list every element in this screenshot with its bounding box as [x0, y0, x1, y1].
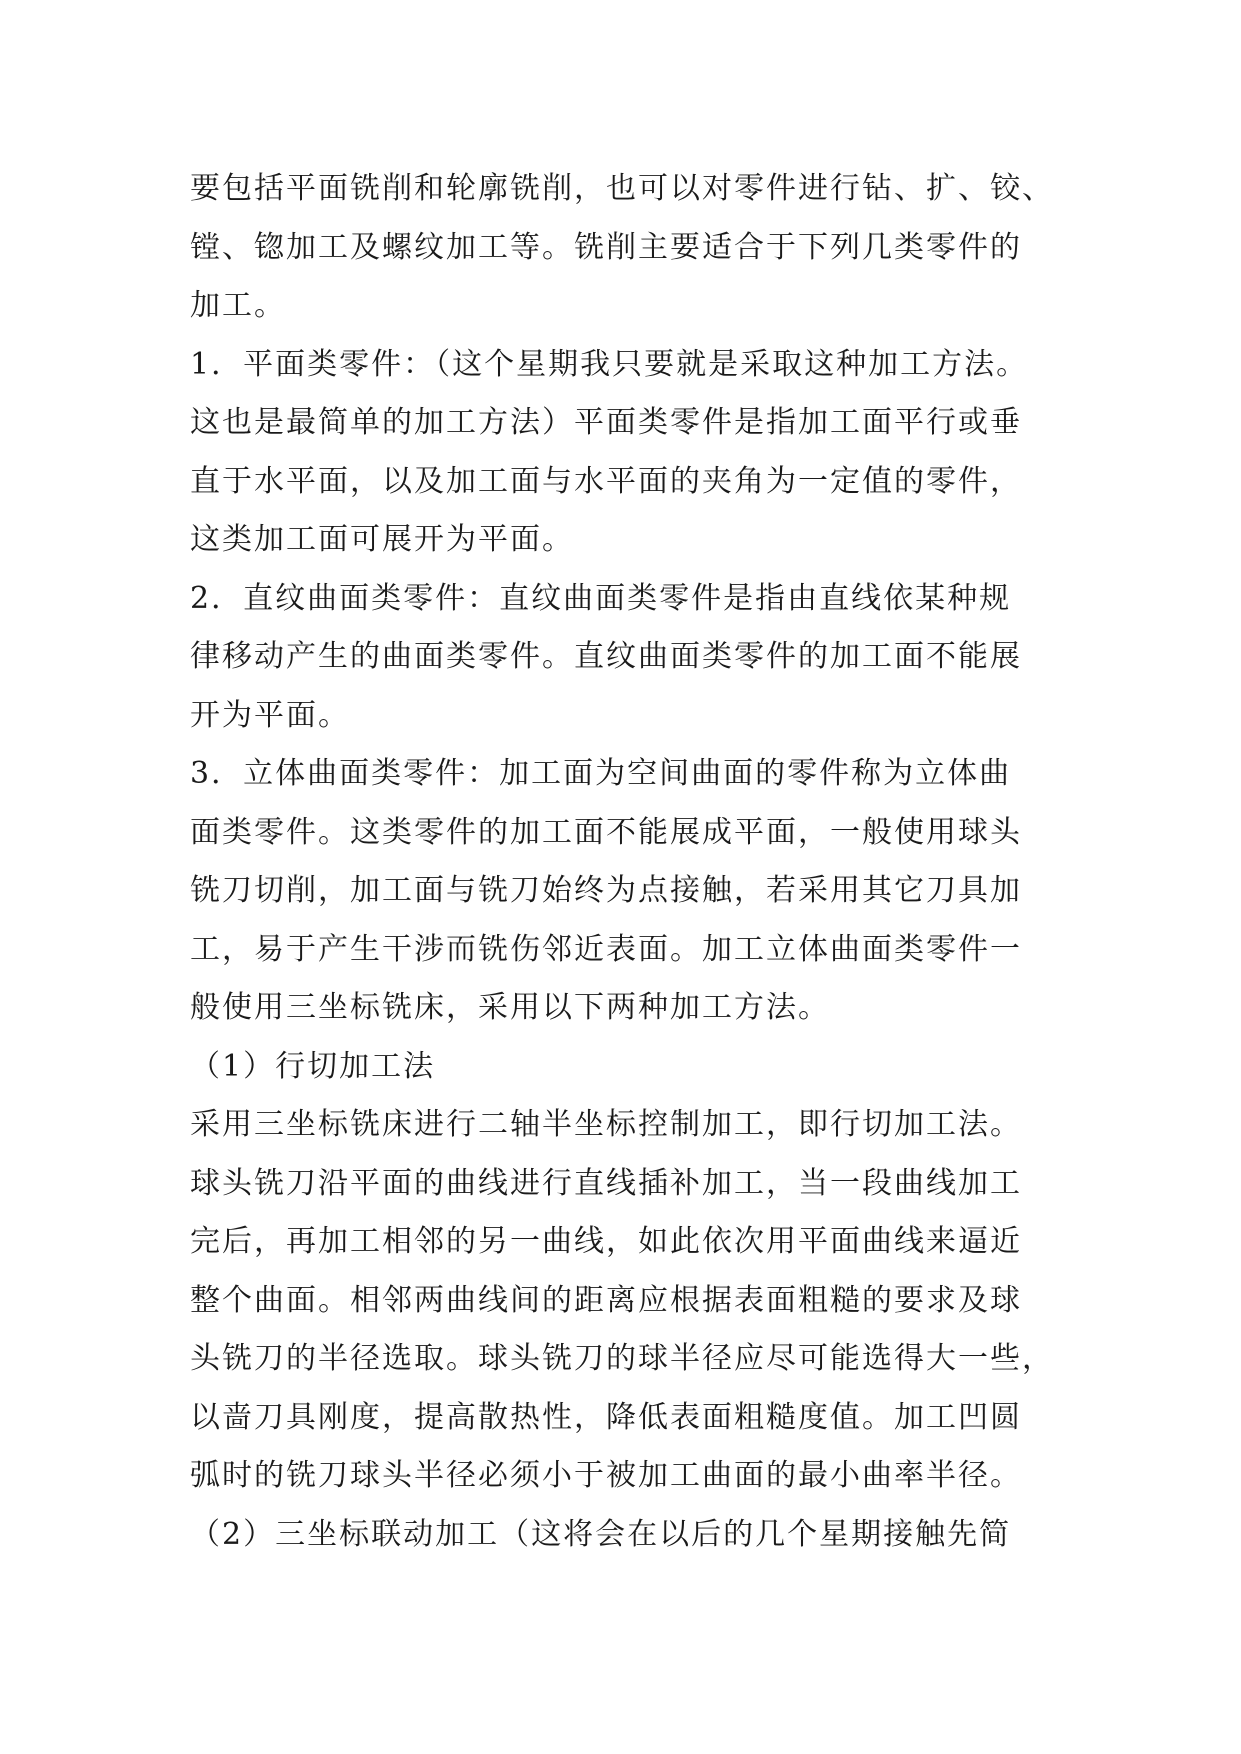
text-line: 律移动产生的曲面类零件。直纹曲面类零件的加工面不能展	[190, 639, 1022, 674]
text-line: 加工。	[190, 288, 286, 323]
text-line: 弧时的铣刀球头半径必须小于被加工曲面的最小曲率半径。	[190, 1458, 1022, 1493]
text-line: 这类加工面可展开为平面。	[190, 522, 574, 557]
text-line: 这也是最简单的加工方法）平面类零件是指加工面平行或垂	[190, 405, 1022, 440]
text-line: 1．平面类零件：（这个星期我只要就是采取这种加工方法。	[190, 346, 1029, 382]
text-line: 镗、锪加工及螺纹加工等。铣削主要适合于下列几类零件的	[190, 229, 1022, 265]
text-line: 完后，再加工相邻的另一曲线，如此依次用平面曲线来逼近	[190, 1224, 1022, 1259]
text-line: 3．立体曲面类零件：加工面为空间曲面的零件称为立体曲	[190, 756, 1012, 791]
text-line: 头铣刀的半径选取。球头铣刀的球半径应尽可能选得大一些，	[190, 1341, 1054, 1376]
text-line: 工，易于产生干涉而铣伤邻近表面。加工立体曲面类零件一	[190, 931, 1022, 967]
text-line: （1）行切加工法	[190, 1048, 436, 1084]
text-line: 采用三坐标铣床进行二轴半坐标控制加工，即行切加工法。	[190, 1107, 1022, 1142]
text-line: 球头铣刀沿平面的曲线进行直线插补加工，当一段曲线加工	[190, 1165, 1022, 1201]
text-line: （2）三坐标联动加工（这将会在以后的几个星期接触先简	[190, 1516, 1012, 1552]
text-line: 整个曲面。相邻两曲线间的距离应根据表面粗糙的要求及球	[190, 1282, 1022, 1318]
text-line: 开为平面。	[190, 697, 350, 733]
text-line: 要包括平面铣削和轮廓铣削，也可以对零件进行钻、扩、铰、	[190, 171, 1054, 206]
text-line: 2．直纹曲面类零件：直纹曲面类零件是指由直线依某种规	[190, 580, 1012, 616]
text-line: 般使用三坐标铣床，采用以下两种加工方法。	[190, 990, 830, 1025]
body-text	[190, 160, 1070, 1564]
text-line: 以啬刀具刚度，提高散热性，降低表面粗糙度值。加工凹圆	[190, 1399, 1022, 1435]
text-line: 直于水平面，以及加工面与水平面的夹角为一定值的零件，	[190, 463, 1022, 499]
text-line: 面类零件。这类零件的加工面不能展成平面，一般使用球头	[190, 814, 1022, 850]
text-line: 铣刀切削，加工面与铣刀始终为点接触，若采用其它刀具加	[190, 873, 1022, 908]
